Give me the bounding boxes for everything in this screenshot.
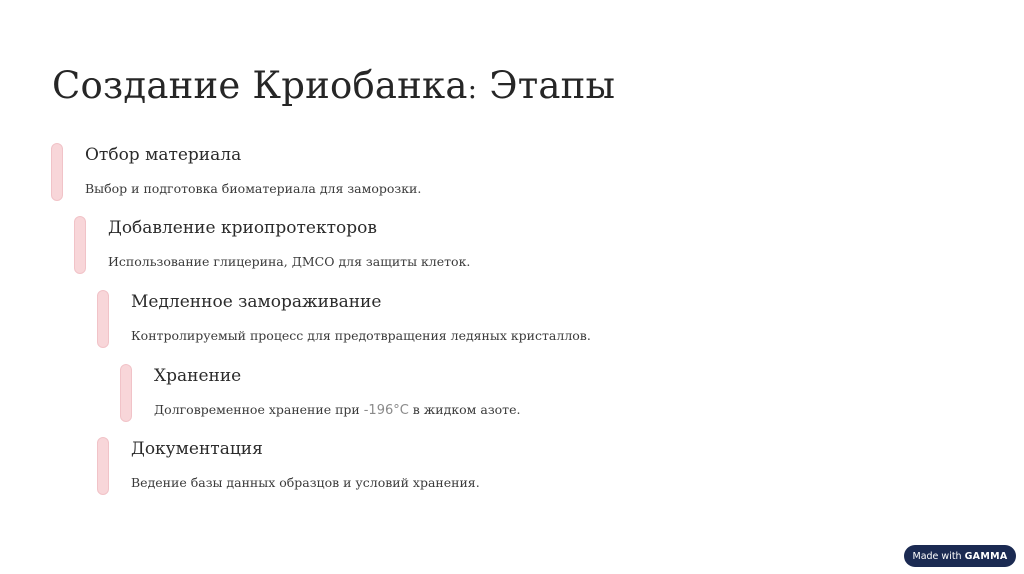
badge-prefix: Made with <box>912 550 962 562</box>
step-accent-bar <box>74 216 86 274</box>
step-accent-bar <box>120 364 132 422</box>
slide-title <box>52 64 615 107</box>
step-description: Выбор и подготовка биоматериала для заморозки. <box>85 181 422 196</box>
made-with-gamma-badge[interactable] <box>904 545 1016 567</box>
step-title: Хранение <box>154 366 242 386</box>
step-title: Отбор материала <box>85 145 242 165</box>
slide-title-text: Создание Криобанка <box>52 64 468 107</box>
step-accent-bar <box>97 290 109 348</box>
step-description: Использование глицерина, ДМСО для защиты клеток. <box>108 254 471 269</box>
step-description: Контролируемый процесс для предотвращения ледяных кристаллов. <box>131 328 591 343</box>
storage-temperature: -196°C <box>363 403 409 418</box>
step-accent-bar <box>97 437 109 495</box>
slide-title-tail: Этапы <box>477 64 616 107</box>
step-description-before: Долговременное хранение при <box>154 402 364 417</box>
step-description: Ведение базы данных образцов и условий хранения. <box>131 475 480 490</box>
slide-title-colon: : <box>467 72 478 105</box>
step-title: Добавление криопротекторов <box>108 218 377 238</box>
gamma-logo-text: GAMMA <box>964 550 1008 562</box>
step-title: Медленное замораживание <box>131 292 382 312</box>
step-description <box>154 402 520 418</box>
step-title: Документация <box>131 439 263 459</box>
step-accent-bar <box>51 143 63 201</box>
step-description-after: в жидком азоте. <box>408 402 521 417</box>
